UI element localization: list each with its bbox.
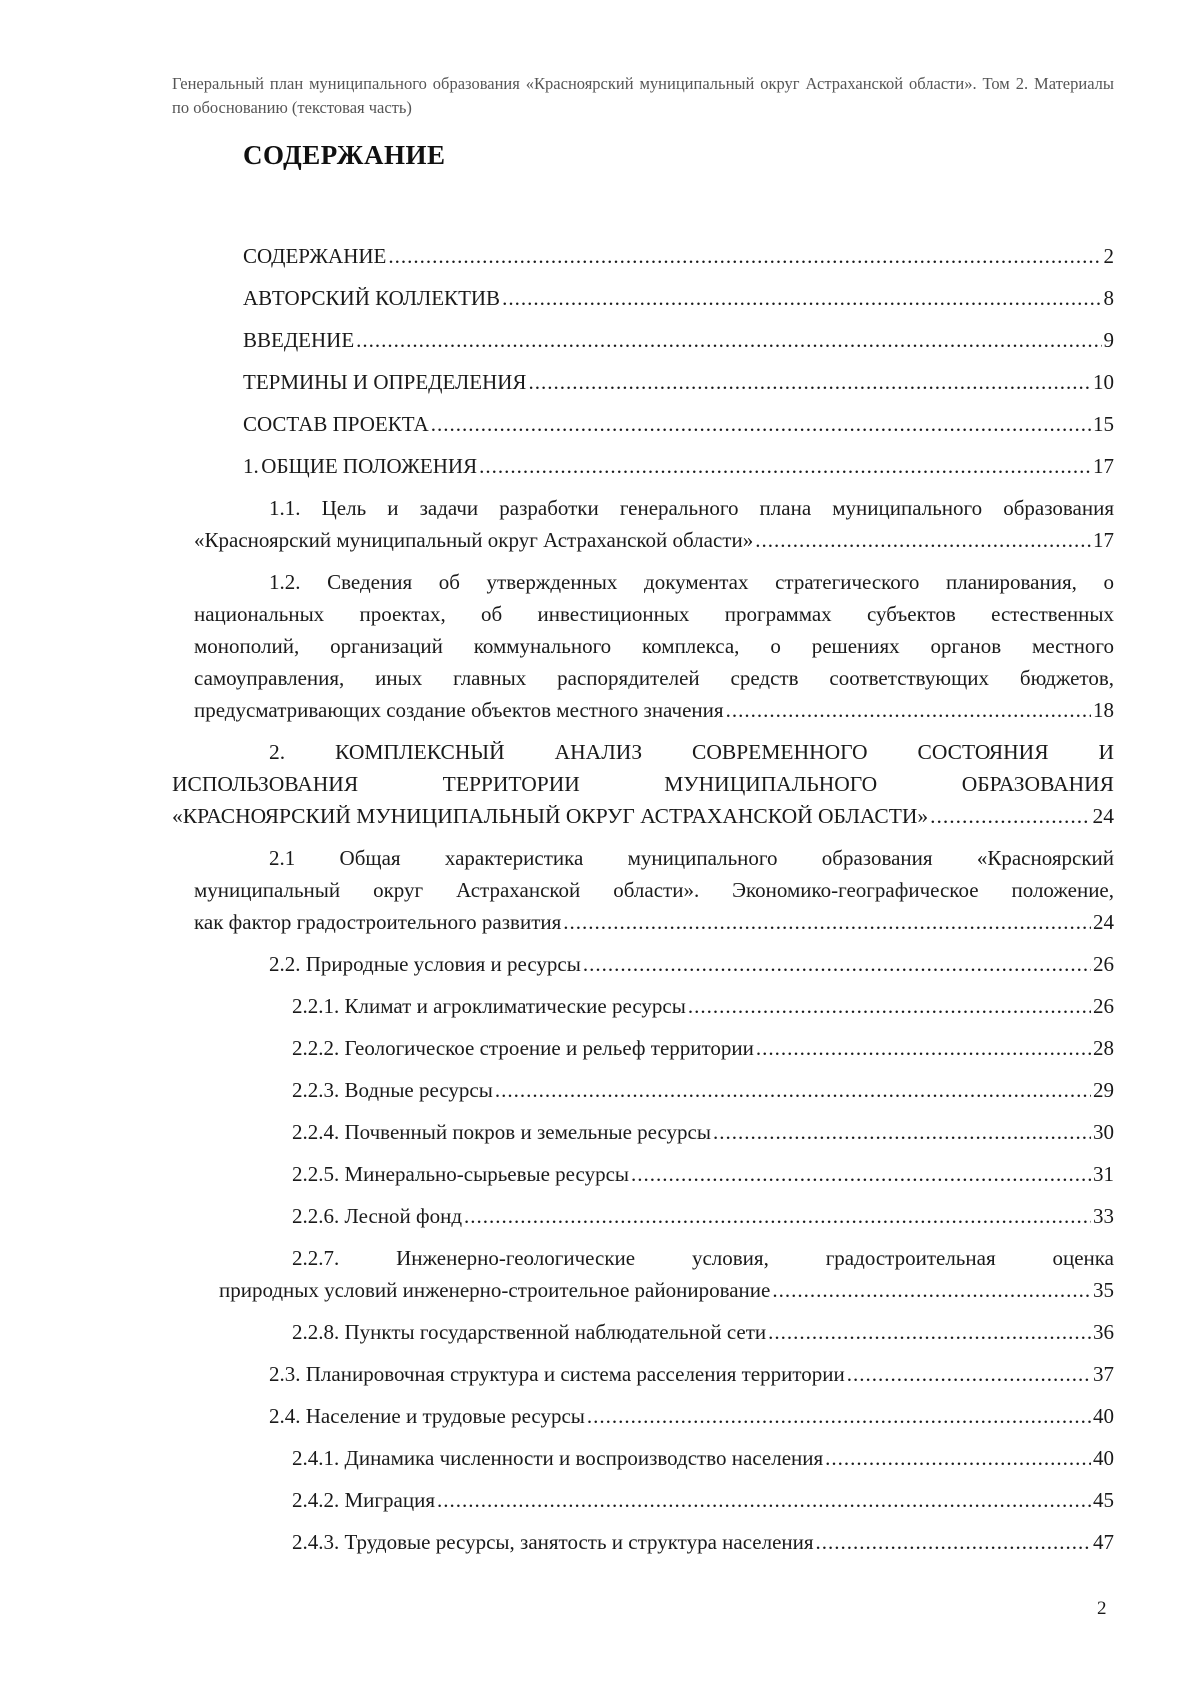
- toc-entry-page: 37: [1093, 1362, 1114, 1386]
- page-number: 2: [1097, 1598, 1107, 1619]
- toc-entry-line: предусматривающих создание объектов местного значения: [194, 698, 724, 722]
- dot-leader: [726, 694, 1091, 726]
- toc-entry-2-1[interactable]: [172, 842, 1114, 938]
- dot-leader: [825, 1442, 1091, 1474]
- toc-entry-section-2[interactable]: [172, 736, 1114, 832]
- toc-entry-label: СОСТАВ ПРОЕКТА: [243, 412, 429, 436]
- dot-leader: [583, 948, 1091, 980]
- toc-entry-line: 1.2. Сведения об утвержденных документах стратегического планирования, о: [269, 570, 1114, 594]
- dot-leader: [631, 1158, 1091, 1190]
- dot-leader: [755, 524, 1091, 556]
- dot-leader: [816, 1526, 1091, 1558]
- toc-entry-page: 2: [1103, 244, 1114, 268]
- toc-entry-2-2-5[interactable]: [172, 1158, 1114, 1190]
- toc-entry-label: 2.2. Природные условия и ресурсы: [269, 952, 581, 976]
- toc-entry-page: 30: [1093, 1120, 1114, 1144]
- toc-entry-2-3[interactable]: [172, 1358, 1114, 1390]
- toc-entry-page: 10: [1093, 370, 1114, 394]
- toc-entry-page: 17: [1093, 528, 1114, 552]
- toc-entry-label: 2.2.2. Геологическое строение и рельеф территории: [292, 1036, 754, 1060]
- toc-entry-page: 26: [1093, 952, 1114, 976]
- toc-entry-page: 8: [1103, 286, 1114, 310]
- toc-entry-line: как фактор градостроительного развития: [194, 910, 562, 934]
- toc-entry-label: 2.2.1. Климат и агроклиматические ресурсы: [292, 994, 686, 1018]
- dot-leader: [437, 1484, 1091, 1516]
- toc-entry-2-2-8[interactable]: [172, 1316, 1114, 1348]
- toc-entry-page: 29: [1093, 1078, 1114, 1102]
- running-header: Генеральный план муниципального образования «Красноярский муниципальный округ Астраханской области». Том 2. Материалы по обоснованию (текстовая часть): [172, 74, 1114, 117]
- toc-entry-label: ТЕРМИНЫ И ОПРЕДЕЛЕНИЯ: [243, 370, 527, 394]
- toc-entry-2-2-6[interactable]: [172, 1200, 1114, 1232]
- toc-entry-2-4-1[interactable]: [172, 1442, 1114, 1474]
- toc-entry-introduction[interactable]: [172, 324, 1114, 356]
- toc-entry-label: 2.2.3. Водные ресурсы: [292, 1078, 493, 1102]
- dot-leader: [587, 1400, 1091, 1432]
- toc-entry-label: 2.2.5. Минерально-сырьевые ресурсы: [292, 1162, 630, 1186]
- toc-entry-number: 1.: [243, 454, 259, 478]
- toc-entry-2-2-1[interactable]: [172, 990, 1114, 1022]
- dot-leader: [756, 1032, 1091, 1064]
- toc-entry-page: 40: [1093, 1404, 1114, 1428]
- toc-entry-label: 2.4.2. Миграция: [292, 1488, 435, 1512]
- toc-entry-page: 28: [1093, 1036, 1114, 1060]
- toc-entry-page: 31: [1093, 1162, 1114, 1186]
- toc-entry-label: 2.3. Планировочная структура и система расселения территории: [269, 1362, 845, 1386]
- toc-entry-2-2-4[interactable]: [172, 1116, 1114, 1148]
- toc-entry-page: 40: [1093, 1446, 1114, 1470]
- dot-leader: [713, 1116, 1091, 1148]
- toc-entry-page: 24: [1093, 910, 1114, 934]
- toc-entry-page: 17: [1093, 454, 1114, 478]
- toc-entry-2-4-3[interactable]: [172, 1526, 1114, 1558]
- toc-entry-page: 9: [1103, 328, 1114, 352]
- toc-entry-page: 18: [1093, 698, 1114, 722]
- table-of-contents: [172, 240, 1114, 1568]
- toc-entry-2-4[interactable]: [172, 1400, 1114, 1432]
- toc-entry-page: 45: [1093, 1488, 1114, 1512]
- toc-entry-terms[interactable]: [172, 366, 1114, 398]
- dot-leader: [528, 366, 1091, 398]
- toc-entry-1-1[interactable]: [172, 492, 1114, 556]
- toc-entry-line: 2.1 Общая характеристика муниципального образования «Красноярский: [269, 846, 1114, 870]
- dot-leader: [464, 1200, 1091, 1232]
- dot-leader: [688, 990, 1091, 1022]
- toc-entry-2-2-2[interactable]: [172, 1032, 1114, 1064]
- toc-entry-line: монополий, организаций коммунального комплекса, о решениях органов местного: [194, 634, 1114, 658]
- dot-leader: [495, 1074, 1091, 1106]
- toc-entry-label: 2.2.4. Почвенный покров и земельные ресурсы: [292, 1120, 711, 1144]
- toc-entry-line: «Красноярский муниципальный округ Астраханской области»: [194, 528, 754, 552]
- dot-leader: [930, 800, 1090, 832]
- dot-leader: [431, 408, 1091, 440]
- toc-entry-label: 2.4.1. Динамика численности и воспроизводство населения: [292, 1446, 824, 1470]
- toc-entry-line: «КРАСНОЯРСКИЙ МУНИЦИПАЛЬНЫЙ ОКРУГ АСТРАХАНСКОЙ ОБЛАСТИ»: [172, 804, 929, 828]
- toc-entry-label: ОБЩИЕ ПОЛОЖЕНИЯ: [261, 454, 478, 478]
- dot-leader: [847, 1358, 1091, 1390]
- toc-entry-page: 26: [1093, 994, 1114, 1018]
- toc-entry-project-composition[interactable]: [172, 408, 1114, 440]
- toc-entry-2-2-7[interactable]: [172, 1242, 1114, 1306]
- toc-entry-section-1[interactable]: [172, 450, 1114, 482]
- toc-entry-line: 1.1. Цель и задачи разработки генерального плана муниципального образования: [269, 496, 1114, 520]
- dot-leader: [502, 282, 1101, 314]
- toc-entry-line: 2. КОМПЛЕКСНЫЙ АНАЛИЗ СОВРЕМЕННОГО СОСТОЯНИЯ И: [269, 740, 1114, 764]
- toc-entry-line: 2.2.7. Инженерно-геологические условия, градостроительная оценка: [292, 1246, 1114, 1270]
- toc-entry-2-2-3[interactable]: [172, 1074, 1114, 1106]
- dot-leader: [356, 324, 1101, 356]
- dot-leader: [768, 1316, 1091, 1348]
- toc-entry-page: 36: [1093, 1320, 1114, 1344]
- toc-entry-line: национальных проектах, об инвестиционных программах субъектов естественных: [194, 602, 1114, 626]
- toc-entry-line: муниципальный округ Астраханской области». Экономико-географическое положение,: [194, 878, 1114, 902]
- dot-leader: [563, 906, 1091, 938]
- toc-entry-2-4-2[interactable]: [172, 1484, 1114, 1516]
- toc-entry-line: самоуправления, иных главных распорядителей средств соответствующих бюджетов,: [194, 666, 1114, 690]
- dot-leader: [479, 450, 1091, 482]
- toc-entry-label: СОДЕРЖАНИЕ: [243, 244, 387, 268]
- toc-entry-label: 2.2.8. Пункты государственной наблюдательной сети: [292, 1320, 767, 1344]
- toc-entry-page: 47: [1093, 1530, 1114, 1554]
- toc-entry-authors[interactable]: [172, 282, 1114, 314]
- toc-entry-line: ИСПОЛЬЗОВАНИЯ ТЕРРИТОРИИ МУНИЦИПАЛЬНОГО ОБРАЗОВАНИЯ: [172, 772, 1114, 796]
- toc-entry-line: природных условий инженерно-строительное районирование: [219, 1278, 771, 1302]
- toc-entry-2-2[interactable]: [172, 948, 1114, 980]
- dot-leader: [388, 240, 1101, 272]
- toc-entry-label: ВВЕДЕНИЕ: [243, 328, 355, 352]
- toc-entry-page: 15: [1093, 412, 1114, 436]
- toc-entry-label: 2.4. Население и трудовые ресурсы: [269, 1404, 585, 1428]
- toc-entry-page: 33: [1093, 1204, 1114, 1228]
- page-title: СОДЕРЖАНИЕ: [243, 140, 446, 170]
- toc-entry-label: АВТОРСКИЙ КОЛЛЕКТИВ: [243, 286, 501, 310]
- toc-entry-label: 2.2.6. Лесной фонд: [292, 1204, 463, 1228]
- toc-entry-contents[interactable]: [172, 240, 1114, 272]
- toc-entry-1-2[interactable]: [172, 566, 1114, 726]
- toc-entry-page: 24: [1092, 804, 1114, 828]
- toc-entry-page: 35: [1093, 1278, 1114, 1302]
- dot-leader: [772, 1274, 1091, 1306]
- toc-entry-label: 2.4.3. Трудовые ресурсы, занятость и структура населения: [292, 1530, 814, 1554]
